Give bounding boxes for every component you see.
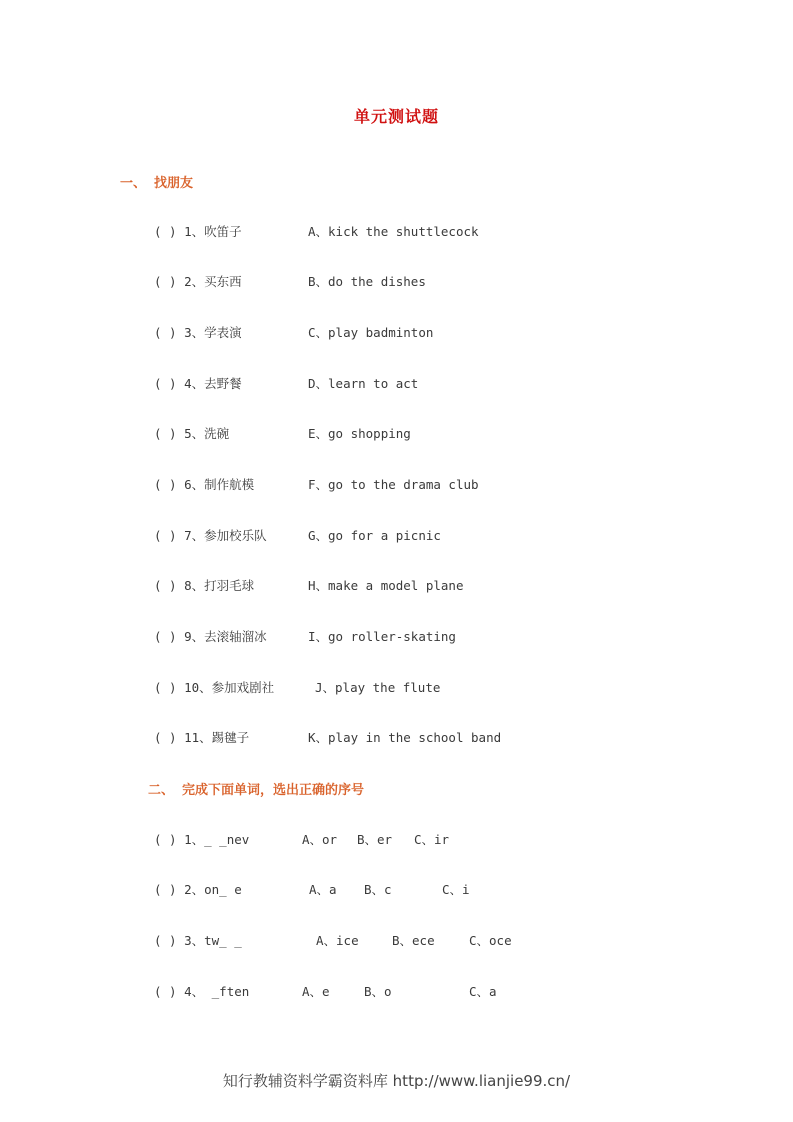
section-title: 完成下面单词，选出正确的序号 [182, 783, 365, 798]
question-text: ( ) 6、制作航模 [154, 477, 255, 492]
footer-watermark: 知行教辅资料学霸资料库 http://www.lianjie99.cn/ [222, 1072, 571, 1090]
answer-option: J、play the flute [315, 680, 441, 695]
answer-option: D、learn to act [308, 376, 419, 391]
section-number: 一、 [120, 176, 147, 191]
option-c: C、ir [414, 832, 450, 847]
section-title: 找朋友 [154, 176, 194, 191]
question-text: ( ) 1、吹笛子 [154, 224, 242, 239]
question-text: ( ) 11、踢毽子 [154, 730, 250, 745]
section-number: 二、 [148, 783, 175, 798]
option-a: A、a [309, 882, 337, 897]
option-b: B、er [357, 832, 393, 847]
section-heading-2 [148, 779, 364, 798]
question-text: ( ) 4、去野餐 [154, 376, 242, 391]
answer-option: B、do the dishes [308, 274, 426, 289]
option-a: A、or [302, 832, 338, 847]
question-text: ( ) 3、学表演 [154, 325, 242, 340]
question-text: ( ) 4、 _ften [154, 984, 250, 999]
option-c: C、a [469, 984, 497, 999]
option-a: A、ice [316, 933, 359, 948]
question-text: ( ) 2、on_ e [154, 882, 242, 897]
question-text: ( ) 10、参加戏剧社 [154, 680, 275, 695]
answer-option: H、make a model plane [308, 578, 464, 593]
answer-option: A、kick the shuttlecock [308, 224, 479, 239]
option-c: C、i [442, 882, 470, 897]
question-text: ( ) 1、_ _nev [154, 832, 250, 847]
option-b: B、ece [392, 933, 435, 948]
answer-option: E、go shopping [308, 426, 411, 441]
answer-option: F、go to the drama club [308, 477, 479, 492]
question-text: ( ) 9、去滚轴溜冰 [154, 629, 267, 644]
answer-option: I、go roller-skating [308, 629, 456, 644]
section-heading-1 [120, 172, 193, 191]
page-title: 单元测试题 [353, 107, 439, 126]
option-b: B、o [364, 984, 392, 999]
question-text: ( ) 2、买东西 [154, 274, 242, 289]
answer-option: C、play badminton [308, 325, 434, 340]
option-a: A、e [302, 984, 330, 999]
answer-option: K、play in the school band [308, 730, 502, 745]
question-text: ( ) 8、打羽毛球 [154, 578, 255, 593]
option-c: C、oce [469, 933, 512, 948]
question-text: ( ) 5、洗碗 [154, 426, 230, 441]
option-b: B、c [364, 882, 392, 897]
question-text: ( ) 3、tw_ _ [154, 933, 242, 948]
question-text: ( ) 7、参加校乐队 [154, 528, 267, 543]
answer-option: G、go for a picnic [308, 528, 441, 543]
